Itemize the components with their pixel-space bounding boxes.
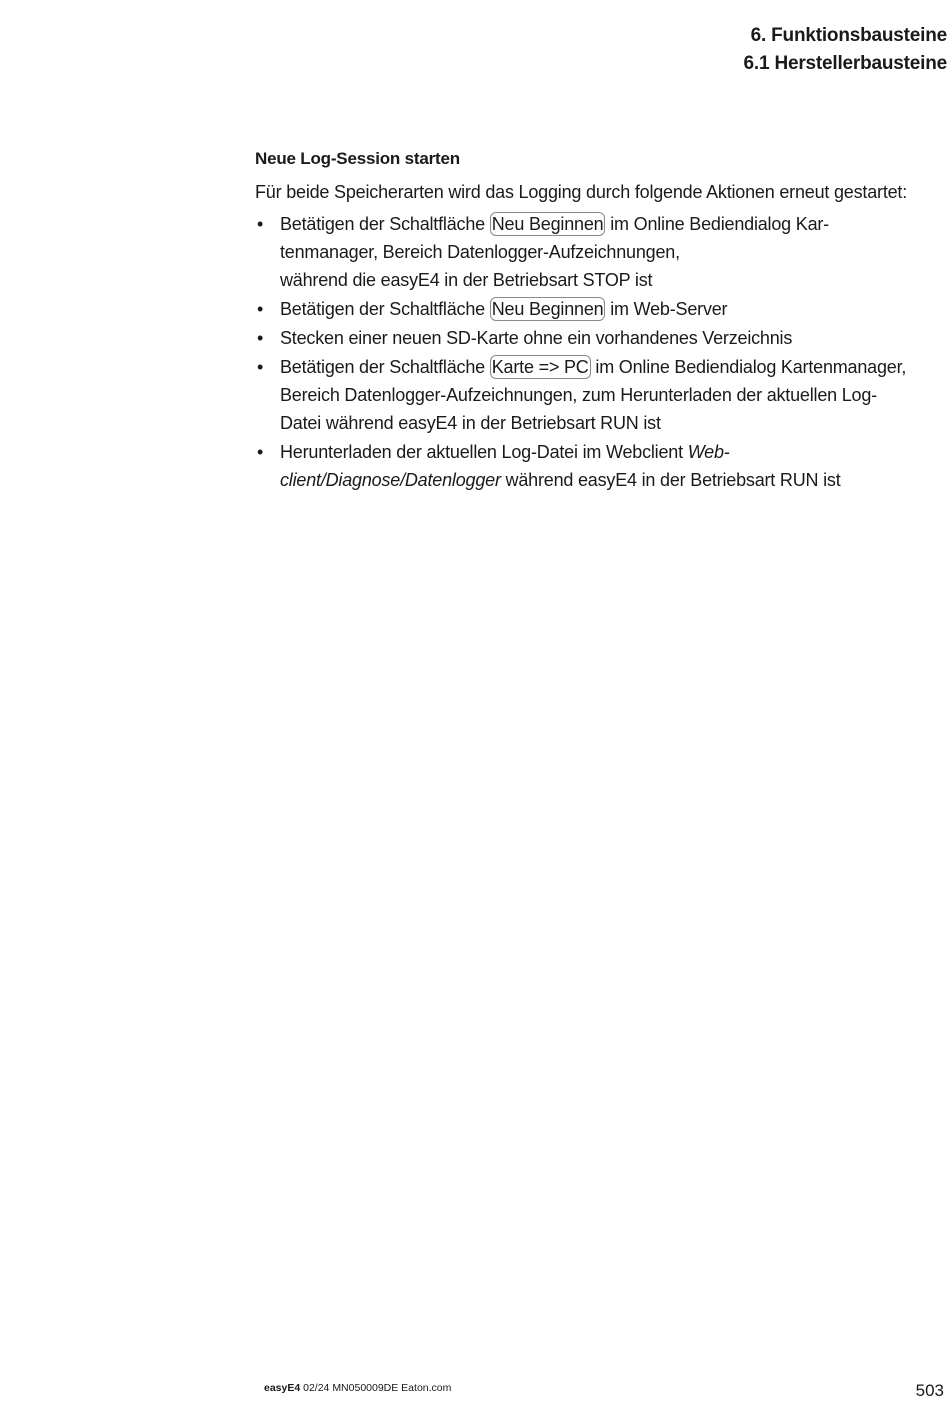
running-header xyxy=(744,22,947,78)
item-text: Betätigen der Schaltfläche xyxy=(280,299,490,319)
item-text: im Online Bediendialog Kar- xyxy=(605,214,829,234)
list-item xyxy=(255,438,945,494)
webclient-path: client/Diagnose/Datenlogger xyxy=(280,470,501,490)
neu-beginnen-button: Neu Beginnen xyxy=(491,299,604,319)
item-text: während easyE4 in der Betriebsart RUN ist xyxy=(500,470,841,490)
item-text: Herunterladen der aktuellen Log-Datei im Webclient xyxy=(280,442,688,462)
item-text: Stecken einer neuen SD-Karte ohne ein vorhandenes Verzeichnis xyxy=(280,328,793,348)
list-item xyxy=(255,295,945,323)
item-text: während die easyE4 in der Betriebsart STOP ist xyxy=(280,270,653,290)
item-text: Betätigen der Schaltfläche xyxy=(280,357,490,377)
item-text: Datei während easyE4 in der Betriebsart RUN ist xyxy=(280,413,661,433)
action-list xyxy=(255,210,945,494)
item-text: Betätigen der Schaltfläche xyxy=(280,214,490,234)
main-content xyxy=(255,146,945,495)
webclient-path: Web- xyxy=(687,442,730,462)
item-text: tenmanager, Bereich Datenlogger-Aufzeichnungen, xyxy=(280,242,680,262)
neu-beginnen-button: Neu Beginnen xyxy=(491,214,604,234)
footer-info: 02/24 MN050009DE Eaton.com xyxy=(300,1382,452,1394)
chapter-title: 6. Funktionsbausteine xyxy=(750,25,947,46)
item-text: im Web-Server xyxy=(605,299,728,319)
page-footer xyxy=(264,1381,451,1395)
intro-paragraph: Für beide Speicherarten wird das Logging durch folgende Aktionen erneut gestartet: xyxy=(255,182,908,202)
section-heading: Neue Log-Session starten xyxy=(255,149,460,168)
list-item xyxy=(255,210,945,294)
page-number: 503 xyxy=(915,1381,944,1400)
list-item xyxy=(255,353,945,437)
item-text: im Online Bediendialog Kartenmanager, xyxy=(590,357,907,377)
list-item xyxy=(255,324,945,352)
footer-product: easyE4 xyxy=(264,1382,301,1394)
karte-pc-button: Karte => PC xyxy=(491,357,589,377)
item-text: Bereich Datenlogger-Aufzeichnungen, zum Herunterladen der aktuellen Log- xyxy=(280,385,877,405)
section-title-header: 6.1 Herstellerbausteine xyxy=(743,53,947,74)
